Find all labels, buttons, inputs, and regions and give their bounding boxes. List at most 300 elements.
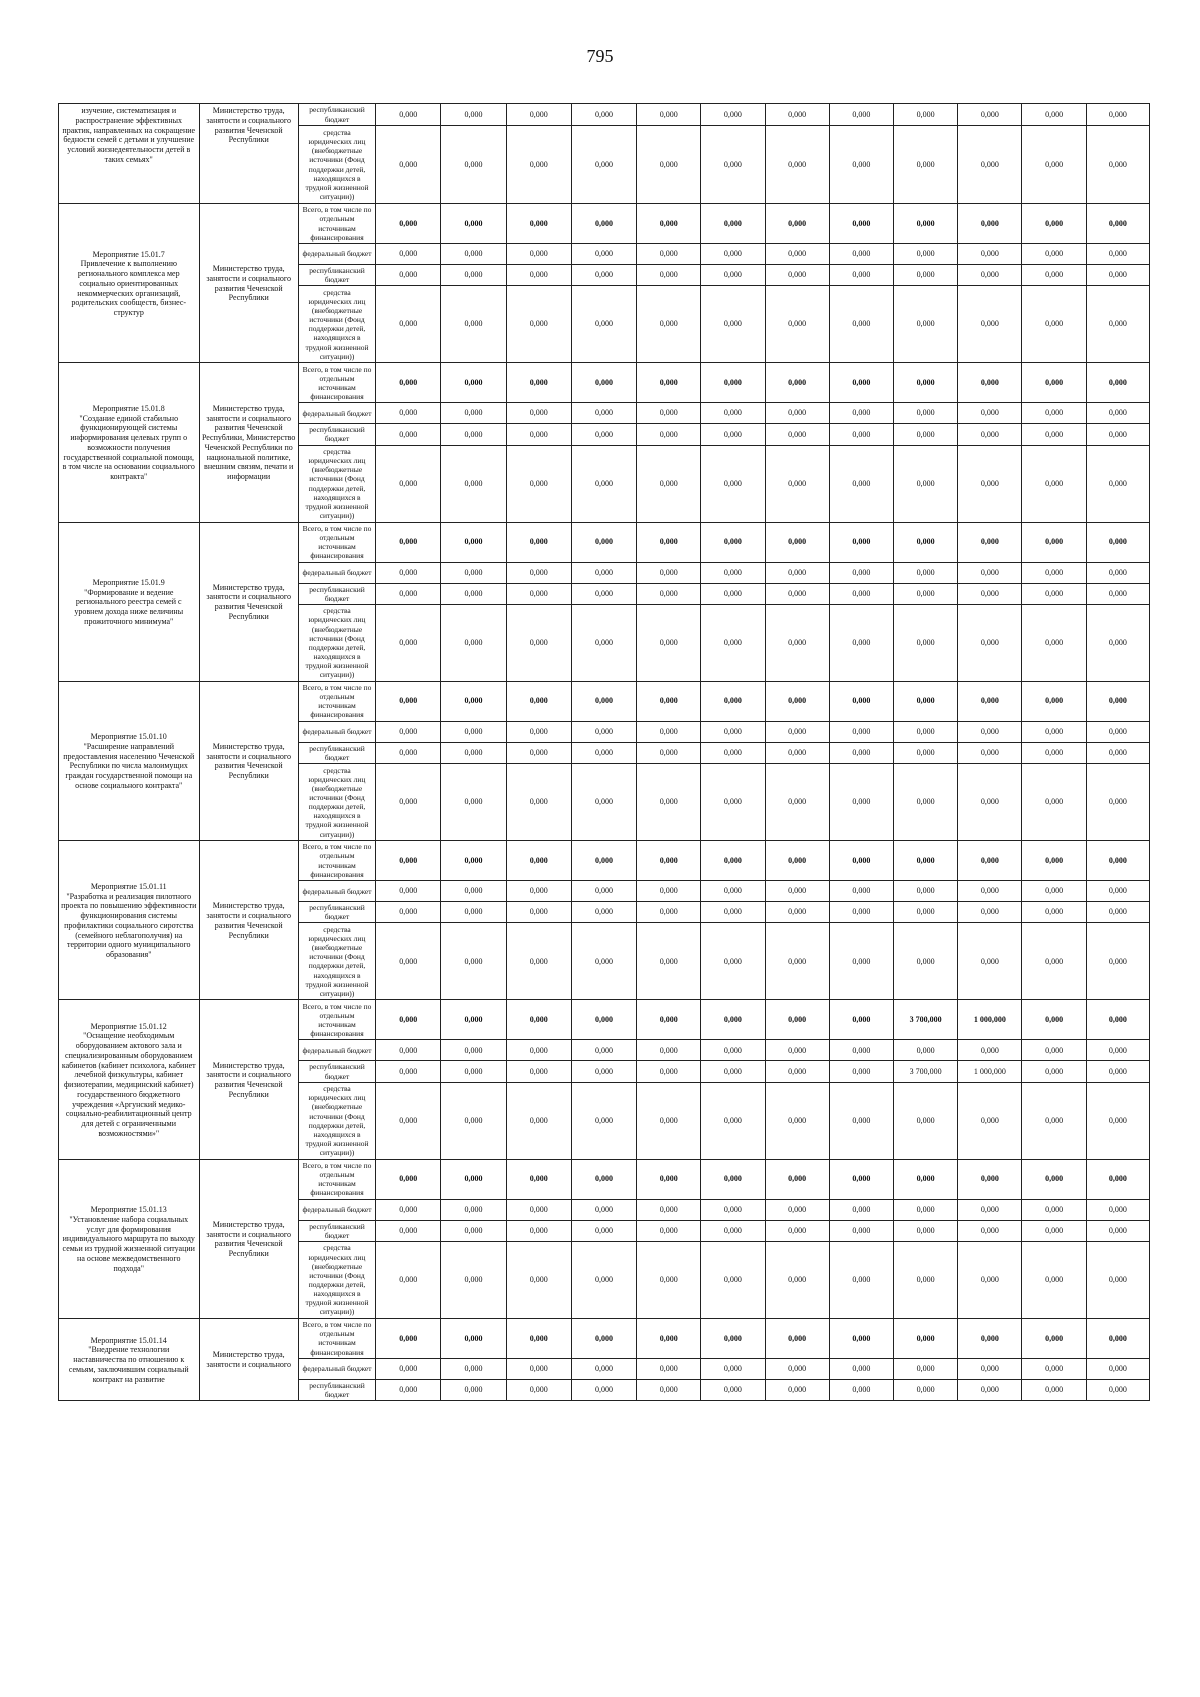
amount-cell: 0,000	[376, 841, 441, 881]
amount-cell: 0,000	[1022, 764, 1086, 841]
measure-executor: Министерство труда, занятости и социального развития Чеченской Республики	[199, 1000, 298, 1159]
amount-cell: 0,000	[958, 742, 1022, 763]
amount-cell: 0,000	[376, 583, 441, 604]
amount-cell: 0,000	[506, 1241, 571, 1318]
amount-cell: 0,000	[571, 104, 636, 126]
amount-cell: 0,000	[1022, 562, 1086, 583]
amount-cell: 0,000	[894, 126, 958, 204]
amount-cell: 0,000	[1022, 902, 1086, 923]
amount-cell: 0,000	[441, 244, 506, 265]
funding-source-legal: средства юридических лиц (внебюджетные источники (Фонд поддержки детей, находящихся в трудной жизненной ситуации))	[298, 604, 375, 681]
amount-cell: 0,000	[506, 1220, 571, 1241]
amount-cell: 0,000	[637, 1159, 701, 1199]
amount-cell: 0,000	[958, 1159, 1022, 1199]
funding-source-legal: средства юридических лиц (внебюджетные источники (Фонд поддержки детей, находящихся в трудной жизненной ситуации))	[298, 1082, 375, 1159]
amount-cell: 0,000	[1022, 286, 1086, 363]
amount-cell: 0,000	[1022, 1241, 1086, 1318]
amount-cell: 0,000	[506, 126, 571, 204]
funding-source-federal: федеральный бюджет	[298, 1358, 375, 1379]
amount-cell: 0,000	[829, 265, 893, 286]
funding-source-legal: средства юридических лиц (внебюджетные источники (Фонд поддержки детей, находящихся в трудной жизненной ситуации))	[298, 286, 375, 363]
amount-cell: 0,000	[376, 604, 441, 681]
amount-cell: 0,000	[571, 902, 636, 923]
amount-cell: 0,000	[894, 522, 958, 562]
amount-cell: 0,000	[894, 583, 958, 604]
amount-cell: 0,000	[571, 1220, 636, 1241]
amount-cell: 0,000	[829, 902, 893, 923]
amount-cell: 0,000	[829, 1061, 893, 1082]
measure-title: Мероприятие 15.01.10	[90, 732, 167, 742]
amount-cell: 0,000	[571, 1040, 636, 1061]
amount-cell: 0,000	[958, 265, 1022, 286]
amount-cell: 0,000	[765, 562, 829, 583]
amount-cell: 0,000	[637, 681, 701, 721]
amount-cell: 0,000	[958, 681, 1022, 721]
amount-cell: 0,000	[958, 841, 1022, 881]
amount-cell: 0,000	[376, 1082, 441, 1159]
amount-cell: 0,000	[829, 363, 893, 403]
amount-cell: 0,000	[441, 923, 506, 1000]
amount-cell: 0,000	[637, 1061, 701, 1082]
amount-cell: 0,000	[571, 1159, 636, 1199]
amount-cell: 0,000	[1086, 881, 1149, 902]
amount-cell: 0,000	[894, 923, 958, 1000]
amount-cell: 0,000	[701, 104, 765, 126]
measure-description	[59, 522, 200, 681]
amount-cell: 0,000	[376, 1061, 441, 1082]
funding-source-republic: республиканский бюджет	[298, 742, 375, 763]
amount-cell: 0,000	[441, 104, 506, 126]
amount-cell: 0,000	[441, 841, 506, 881]
amount-cell: 0,000	[958, 562, 1022, 583]
amount-cell: 0,000	[376, 1040, 441, 1061]
amount-cell: 0,000	[1022, 445, 1086, 522]
amount-cell: 0,000	[1086, 1082, 1149, 1159]
amount-cell: 0,000	[701, 1220, 765, 1241]
amount-cell: 0,000	[637, 841, 701, 881]
funding-source-total: Всего, в том числе по отдельным источникам финансирования	[298, 681, 375, 721]
amount-cell: 0,000	[765, 363, 829, 403]
amount-cell: 0,000	[701, 1379, 765, 1400]
table-row	[59, 204, 1150, 244]
amount-cell: 0,000	[571, 244, 636, 265]
measure-text: "Оснащение необходимым оборудованием актового зала и специализированным оборудованием кабинетов (кабинет психолога, кабинет лечебной физкультуры, кабинет физиотерапии, медицинский кабинет) государственного бюджетного учреждения «Аргунский медико-социально-реабилитационный центр для детей с ограниченными возможностями»"	[61, 1031, 196, 1138]
amount-cell: 0,000	[701, 1241, 765, 1318]
amount-cell: 0,000	[765, 1159, 829, 1199]
funding-source-republic: республиканский бюджет	[298, 104, 375, 126]
amount-cell: 0,000	[894, 363, 958, 403]
funding-source-republic: республиканский бюджет	[298, 1220, 375, 1241]
amount-cell: 0,000	[506, 1199, 571, 1220]
amount-cell: 0,000	[506, 1318, 571, 1358]
amount-cell: 0,000	[1022, 1318, 1086, 1358]
amount-cell: 0,000	[571, 1199, 636, 1220]
amount-cell: 0,000	[376, 1241, 441, 1318]
amount-cell: 0,000	[637, 1000, 701, 1040]
table-row	[59, 1000, 1150, 1040]
amount-cell: 0,000	[571, 881, 636, 902]
amount-cell: 0,000	[958, 424, 1022, 445]
amount-cell: 0,000	[701, 1358, 765, 1379]
amount-cell: 0,000	[701, 721, 765, 742]
amount-cell: 0,000	[441, 1199, 506, 1220]
amount-cell: 0,000	[1086, 583, 1149, 604]
funding-source-federal: федеральный бюджет	[298, 562, 375, 583]
measure-title: Мероприятие 15.01.11	[90, 881, 167, 891]
amount-cell: 0,000	[701, 126, 765, 204]
amount-cell: 0,000	[506, 363, 571, 403]
amount-cell: 0,000	[1022, 403, 1086, 424]
measure-title: Мероприятие 15.01.9	[92, 577, 165, 587]
amount-cell: 0,000	[637, 286, 701, 363]
amount-cell: 0,000	[506, 604, 571, 681]
amount-cell: 0,000	[376, 1000, 441, 1040]
amount-cell: 0,000	[829, 1379, 893, 1400]
table-row	[59, 363, 1150, 403]
amount-cell: 0,000	[571, 841, 636, 881]
amount-cell: 0,000	[441, 1358, 506, 1379]
amount-cell: 0,000	[765, 104, 829, 126]
amount-cell: 0,000	[958, 1199, 1022, 1220]
amount-cell: 0,000	[894, 104, 958, 126]
amount-cell: 0,000	[829, 1199, 893, 1220]
amount-cell: 0,000	[376, 363, 441, 403]
amount-cell: 0,000	[506, 1061, 571, 1082]
amount-cell: 0,000	[1022, 1220, 1086, 1241]
measure-executor: Министерство труда, занятости и социального развития Чеченской Республики	[199, 681, 298, 840]
amount-cell: 3 700,000	[894, 1000, 958, 1040]
amount-cell: 0,000	[441, 1000, 506, 1040]
amount-cell: 0,000	[506, 902, 571, 923]
amount-cell: 0,000	[765, 286, 829, 363]
measure-text: "Установление набора социальных услуг для формирования индивидуального маршрута по выходу семьи из трудной жизненной ситуации на основе межведомственного подхода"	[62, 1214, 195, 1273]
amount-cell: 0,000	[1022, 1199, 1086, 1220]
amount-cell: 0,000	[637, 1358, 701, 1379]
measure-description	[59, 363, 200, 522]
amount-cell: 0,000	[637, 721, 701, 742]
amount-cell: 0,000	[829, 286, 893, 363]
measure-text: "Расширение направлений предоставления населению Чеченской Республики по числа малоимущих граждан государственной помощи на основе социального контракта"	[63, 741, 195, 790]
amount-cell: 0,000	[376, 1318, 441, 1358]
amount-cell: 0,000	[637, 1241, 701, 1318]
table-row	[59, 1159, 1150, 1199]
amount-cell: 0,000	[1086, 902, 1149, 923]
amount-cell: 0,000	[701, 583, 765, 604]
amount-cell: 0,000	[506, 923, 571, 1000]
measure-text: "Создание единой стабильно функционирующей системы информирования целевых групп о возможности получения государственной социальной помощи, в том числе на основании социального контракта"	[62, 413, 195, 482]
amount-cell: 0,000	[701, 1082, 765, 1159]
amount-cell: 0,000	[894, 1159, 958, 1199]
amount-cell: 0,000	[571, 1358, 636, 1379]
measure-title: Мероприятие 15.01.14	[90, 1335, 167, 1345]
amount-cell: 0,000	[894, 1199, 958, 1220]
amount-cell: 0,000	[894, 1358, 958, 1379]
amount-cell: 0,000	[637, 445, 701, 522]
amount-cell: 0,000	[637, 1199, 701, 1220]
funding-source-republic: республиканский бюджет	[298, 424, 375, 445]
amount-cell: 0,000	[571, 424, 636, 445]
amount-cell: 0,000	[637, 403, 701, 424]
funding-source-legal: средства юридических лиц (внебюджетные источники (Фонд поддержки детей, находящихся в трудной жизненной ситуации))	[298, 1241, 375, 1318]
amount-cell: 0,000	[701, 424, 765, 445]
amount-cell: 0,000	[958, 244, 1022, 265]
amount-cell: 0,000	[958, 403, 1022, 424]
amount-cell: 0,000	[637, 244, 701, 265]
amount-cell: 0,000	[376, 764, 441, 841]
amount-cell: 0,000	[376, 1358, 441, 1379]
amount-cell: 0,000	[637, 1082, 701, 1159]
amount-cell: 0,000	[765, 1318, 829, 1358]
amount-cell: 0,000	[894, 562, 958, 583]
amount-cell: 0,000	[506, 424, 571, 445]
funding-source-total: Всего, в том числе по отдельным источникам финансирования	[298, 841, 375, 881]
funding-source-republic: республиканский бюджет	[298, 583, 375, 604]
amount-cell: 0,000	[829, 204, 893, 244]
amount-cell: 0,000	[637, 923, 701, 1000]
measure-title: Мероприятие 15.01.8	[92, 403, 165, 413]
amount-cell: 0,000	[765, 1000, 829, 1040]
amount-cell: 0,000	[958, 286, 1022, 363]
amount-cell: 0,000	[1086, 1241, 1149, 1318]
amount-cell: 0,000	[1086, 522, 1149, 562]
amount-cell: 0,000	[829, 604, 893, 681]
amount-cell: 0,000	[1022, 1061, 1086, 1082]
amount-cell: 0,000	[1022, 204, 1086, 244]
amount-cell: 0,000	[1086, 1379, 1149, 1400]
measure-description	[59, 1159, 200, 1318]
amount-cell: 0,000	[829, 1318, 893, 1358]
budget-table	[58, 103, 1150, 1401]
amount-cell: 0,000	[441, 286, 506, 363]
measure-title: Мероприятие 15.01.12	[90, 1021, 167, 1031]
amount-cell: 0,000	[765, 923, 829, 1000]
amount-cell: 0,000	[1086, 721, 1149, 742]
amount-cell: 0,000	[1022, 1082, 1086, 1159]
amount-cell: 0,000	[894, 445, 958, 522]
amount-cell: 0,000	[829, 522, 893, 562]
amount-cell: 0,000	[506, 881, 571, 902]
amount-cell: 0,000	[894, 403, 958, 424]
funding-source-republic: республиканский бюджет	[298, 265, 375, 286]
amount-cell: 0,000	[506, 764, 571, 841]
amount-cell: 0,000	[1086, 265, 1149, 286]
amount-cell: 0,000	[829, 1241, 893, 1318]
amount-cell: 0,000	[829, 1082, 893, 1159]
amount-cell: 0,000	[958, 363, 1022, 403]
amount-cell: 0,000	[701, 742, 765, 763]
amount-cell: 0,000	[571, 1000, 636, 1040]
measure-title: Мероприятие 15.01.13	[90, 1205, 167, 1215]
amount-cell: 0,000	[571, 126, 636, 204]
amount-cell: 0,000	[506, 841, 571, 881]
amount-cell: 0,000	[765, 403, 829, 424]
amount-cell: 0,000	[1086, 604, 1149, 681]
measure-executor: Министерство труда, занятости и социального развития Чеченской Республики	[199, 522, 298, 681]
amount-cell: 0,000	[1022, 681, 1086, 721]
amount-cell: 0,000	[701, 1159, 765, 1199]
table-row	[59, 681, 1150, 721]
amount-cell: 0,000	[441, 363, 506, 403]
page-number: 795	[586, 46, 614, 66]
amount-cell: 0,000	[765, 841, 829, 881]
amount-cell: 0,000	[894, 764, 958, 841]
amount-cell: 0,000	[571, 522, 636, 562]
amount-cell: 0,000	[829, 1000, 893, 1040]
amount-cell: 0,000	[441, 681, 506, 721]
amount-cell: 0,000	[1086, 1040, 1149, 1061]
amount-cell: 0,000	[894, 742, 958, 763]
amount-cell: 0,000	[958, 126, 1022, 204]
funding-source-federal: федеральный бюджет	[298, 1199, 375, 1220]
amount-cell: 0,000	[765, 244, 829, 265]
amount-cell: 0,000	[571, 764, 636, 841]
amount-cell: 0,000	[376, 424, 441, 445]
measure-description	[59, 1000, 200, 1159]
amount-cell: 0,000	[765, 902, 829, 923]
amount-cell: 0,000	[637, 424, 701, 445]
amount-cell: 0,000	[376, 562, 441, 583]
amount-cell: 0,000	[894, 1082, 958, 1159]
amount-cell: 0,000	[376, 1220, 441, 1241]
amount-cell: 0,000	[506, 445, 571, 522]
amount-cell: 0,000	[829, 562, 893, 583]
amount-cell: 0,000	[441, 265, 506, 286]
amount-cell: 0,000	[506, 104, 571, 126]
amount-cell: 0,000	[376, 104, 441, 126]
amount-cell: 0,000	[701, 923, 765, 1000]
measure-text: "Внедрение технологии наставничества по отношению к семьям, заключившим социальный контракт на развитие	[68, 1345, 189, 1384]
amount-cell: 0,000	[701, 1000, 765, 1040]
amount-cell: 0,000	[637, 583, 701, 604]
amount-cell: 0,000	[765, 681, 829, 721]
amount-cell: 0,000	[441, 1082, 506, 1159]
amount-cell: 0,000	[765, 583, 829, 604]
amount-cell: 0,000	[376, 923, 441, 1000]
amount-cell: 0,000	[506, 1000, 571, 1040]
amount-cell: 0,000	[441, 902, 506, 923]
amount-cell: 0,000	[765, 522, 829, 562]
amount-cell: 0,000	[1086, 1199, 1149, 1220]
amount-cell: 0,000	[894, 841, 958, 881]
amount-cell: 0,000	[958, 104, 1022, 126]
amount-cell: 0,000	[441, 1379, 506, 1400]
amount-cell: 0,000	[829, 126, 893, 204]
amount-cell: 0,000	[958, 604, 1022, 681]
amount-cell: 0,000	[701, 1061, 765, 1082]
amount-cell: 0,000	[765, 1241, 829, 1318]
amount-cell: 0,000	[376, 742, 441, 763]
amount-cell: 0,000	[637, 204, 701, 244]
amount-cell: 0,000	[1086, 424, 1149, 445]
amount-cell: 0,000	[376, 265, 441, 286]
amount-cell: 0,000	[637, 1318, 701, 1358]
amount-cell: 0,000	[894, 1040, 958, 1061]
amount-cell: 0,000	[701, 265, 765, 286]
amount-cell: 0,000	[376, 244, 441, 265]
amount-cell: 0,000	[441, 403, 506, 424]
amount-cell: 0,000	[765, 126, 829, 204]
amount-cell: 0,000	[894, 204, 958, 244]
amount-cell: 0,000	[1086, 1358, 1149, 1379]
amount-cell: 0,000	[765, 445, 829, 522]
measure-description	[59, 1318, 200, 1400]
amount-cell: 0,000	[958, 1040, 1022, 1061]
funding-source-federal: федеральный бюджет	[298, 721, 375, 742]
amount-cell: 0,000	[701, 363, 765, 403]
amount-cell: 0,000	[441, 522, 506, 562]
amount-cell: 0,000	[958, 923, 1022, 1000]
amount-cell: 0,000	[894, 1318, 958, 1358]
amount-cell: 0,000	[958, 721, 1022, 742]
amount-cell: 0,000	[1022, 721, 1086, 742]
amount-cell: 3 700,000	[894, 1061, 958, 1082]
amount-cell: 0,000	[506, 1358, 571, 1379]
amount-cell: 0,000	[1086, 286, 1149, 363]
amount-cell: 0,000	[571, 403, 636, 424]
amount-cell: 0,000	[958, 1082, 1022, 1159]
amount-cell: 0,000	[701, 244, 765, 265]
funding-source-legal: средства юридических лиц (внебюджетные источники (Фонд поддержки детей, находящихся в трудной жизненной ситуации))	[298, 923, 375, 1000]
amount-cell: 0,000	[441, 1159, 506, 1199]
amount-cell: 0,000	[376, 902, 441, 923]
amount-cell: 0,000	[701, 841, 765, 881]
amount-cell: 0,000	[829, 1040, 893, 1061]
amount-cell: 0,000	[701, 562, 765, 583]
measure-executor: Министерство труда, занятости и социального развития Чеченской Республики	[199, 1159, 298, 1318]
amount-cell: 0,000	[376, 1159, 441, 1199]
amount-cell: 0,000	[701, 881, 765, 902]
amount-cell: 0,000	[441, 881, 506, 902]
amount-cell: 0,000	[1086, 204, 1149, 244]
funding-source-federal: федеральный бюджет	[298, 403, 375, 424]
funding-source-republic: республиканский бюджет	[298, 902, 375, 923]
amount-cell: 0,000	[376, 681, 441, 721]
amount-cell: 0,000	[441, 1061, 506, 1082]
amount-cell: 0,000	[637, 1040, 701, 1061]
amount-cell: 0,000	[441, 424, 506, 445]
amount-cell: 0,000	[765, 881, 829, 902]
funding-source-total: Всего, в том числе по отдельным источникам финансирования	[298, 204, 375, 244]
amount-cell: 0,000	[958, 881, 1022, 902]
amount-cell: 0,000	[701, 204, 765, 244]
amount-cell: 0,000	[1086, 1000, 1149, 1040]
amount-cell: 0,000	[506, 1040, 571, 1061]
funding-source-total: Всего, в том числе по отдельным источникам финансирования	[298, 363, 375, 403]
table-row	[59, 1318, 1150, 1358]
amount-cell: 0,000	[765, 1040, 829, 1061]
measure-executor: Министерство труда, занятости и социального развития Чеченской Республики	[199, 104, 298, 204]
amount-cell: 0,000	[894, 424, 958, 445]
amount-cell: 0,000	[1022, 126, 1086, 204]
amount-cell: 0,000	[441, 1040, 506, 1061]
amount-cell: 0,000	[1022, 742, 1086, 763]
amount-cell: 0,000	[571, 583, 636, 604]
amount-cell: 0,000	[571, 1061, 636, 1082]
funding-source-federal: федеральный бюджет	[298, 881, 375, 902]
amount-cell: 0,000	[894, 721, 958, 742]
amount-cell: 0,000	[637, 1220, 701, 1241]
measure-title: Мероприятие 15.01.7	[92, 249, 165, 259]
amount-cell: 0,000	[829, 881, 893, 902]
amount-cell: 0,000	[829, 244, 893, 265]
amount-cell: 0,000	[765, 265, 829, 286]
amount-cell: 0,000	[829, 104, 893, 126]
amount-cell: 0,000	[376, 286, 441, 363]
amount-cell: 0,000	[1022, 424, 1086, 445]
amount-cell: 0,000	[506, 522, 571, 562]
amount-cell: 0,000	[506, 681, 571, 721]
amount-cell: 1 000,000	[958, 1061, 1022, 1082]
